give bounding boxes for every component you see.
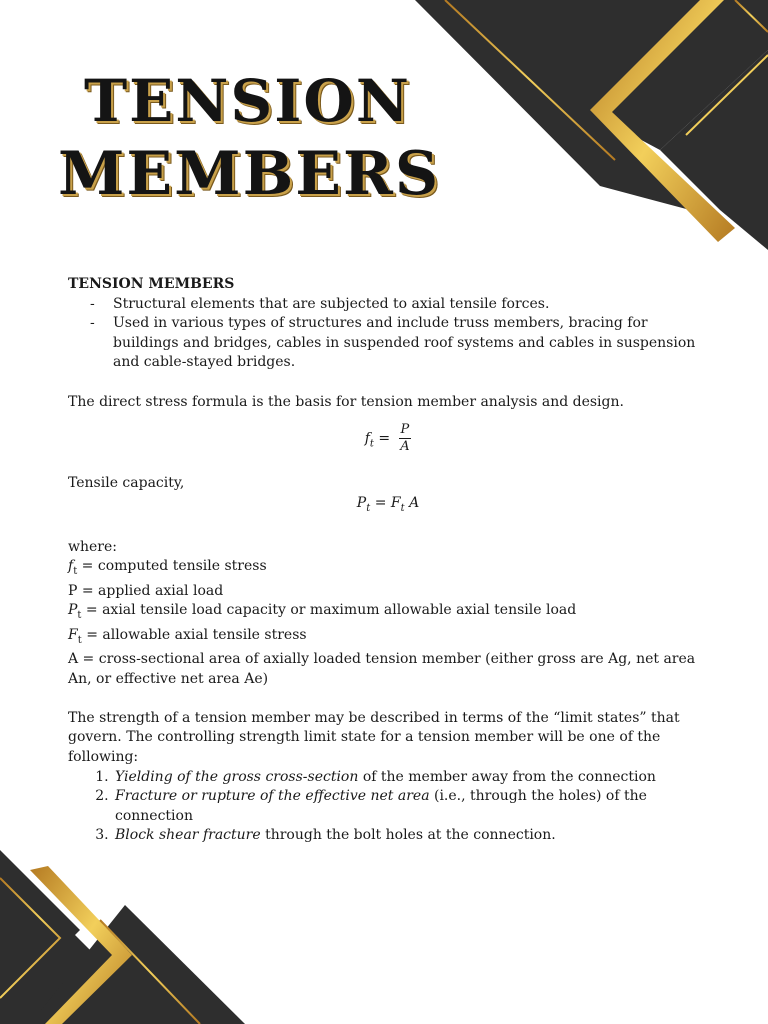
bullet-item: - Structural elements that are subjected to axial tensile forces. (68, 295, 708, 315)
where-label: where: (68, 538, 117, 555)
bullet-item: - Used in various types of structures and include truss members, bracing for buildings and bridges, cables in suspended roof systems and cables in suspension and cable-stayed bridges. (68, 314, 708, 373)
document-body (68, 275, 708, 846)
stress-formula: $f_t$ = $\frac{P}{A}$ (364, 422, 410, 455)
definition-line: $P_t$ = axial tensile load capacity or maximum allowable axial tensile load (68, 602, 577, 622)
definition-line: $F_t$ = allowable axial tensile stress (68, 626, 307, 646)
definition-bullets (68, 295, 708, 373)
strength-text: The strength of a tension member may be described in terms of the “limit states” that govern. The controlling strength limit state for a tension member will be one of the following: (68, 709, 680, 766)
capacity-label: Tensile capacity, (68, 475, 185, 492)
section-heading: TENSION MEMBERS (68, 276, 235, 292)
list-item: 1. Yielding of the gross cross-section of the member away from the connection (113, 768, 708, 788)
capacity-formula: $P_t = F_t$ A (356, 494, 420, 514)
limit-states-list (68, 768, 708, 846)
list-item: 2. Fracture or rupture of the effective net area (i.e., through the holes) of the connection (113, 787, 708, 826)
list-item: 3. Block shear fracture through the bolt holes at the connection. (113, 826, 708, 846)
bottom-left-decoration (0, 850, 245, 1024)
top-right-decoration (415, 0, 768, 250)
page-title-line-2: MEMBERS (58, 139, 441, 209)
direct-stress-text: The direct stress formula is the basis for tension member analysis and design. (68, 393, 624, 410)
definition-line: $f_t$ = computed tensile stress (68, 558, 267, 578)
page-title-line-1: TENSION (84, 67, 411, 135)
definition-line: P = applied axial load (68, 582, 224, 599)
definition-line: A = cross-sectional area of axially loaded tension member (either gross are Ag, net area An, or effective net area Ae) (68, 651, 696, 687)
